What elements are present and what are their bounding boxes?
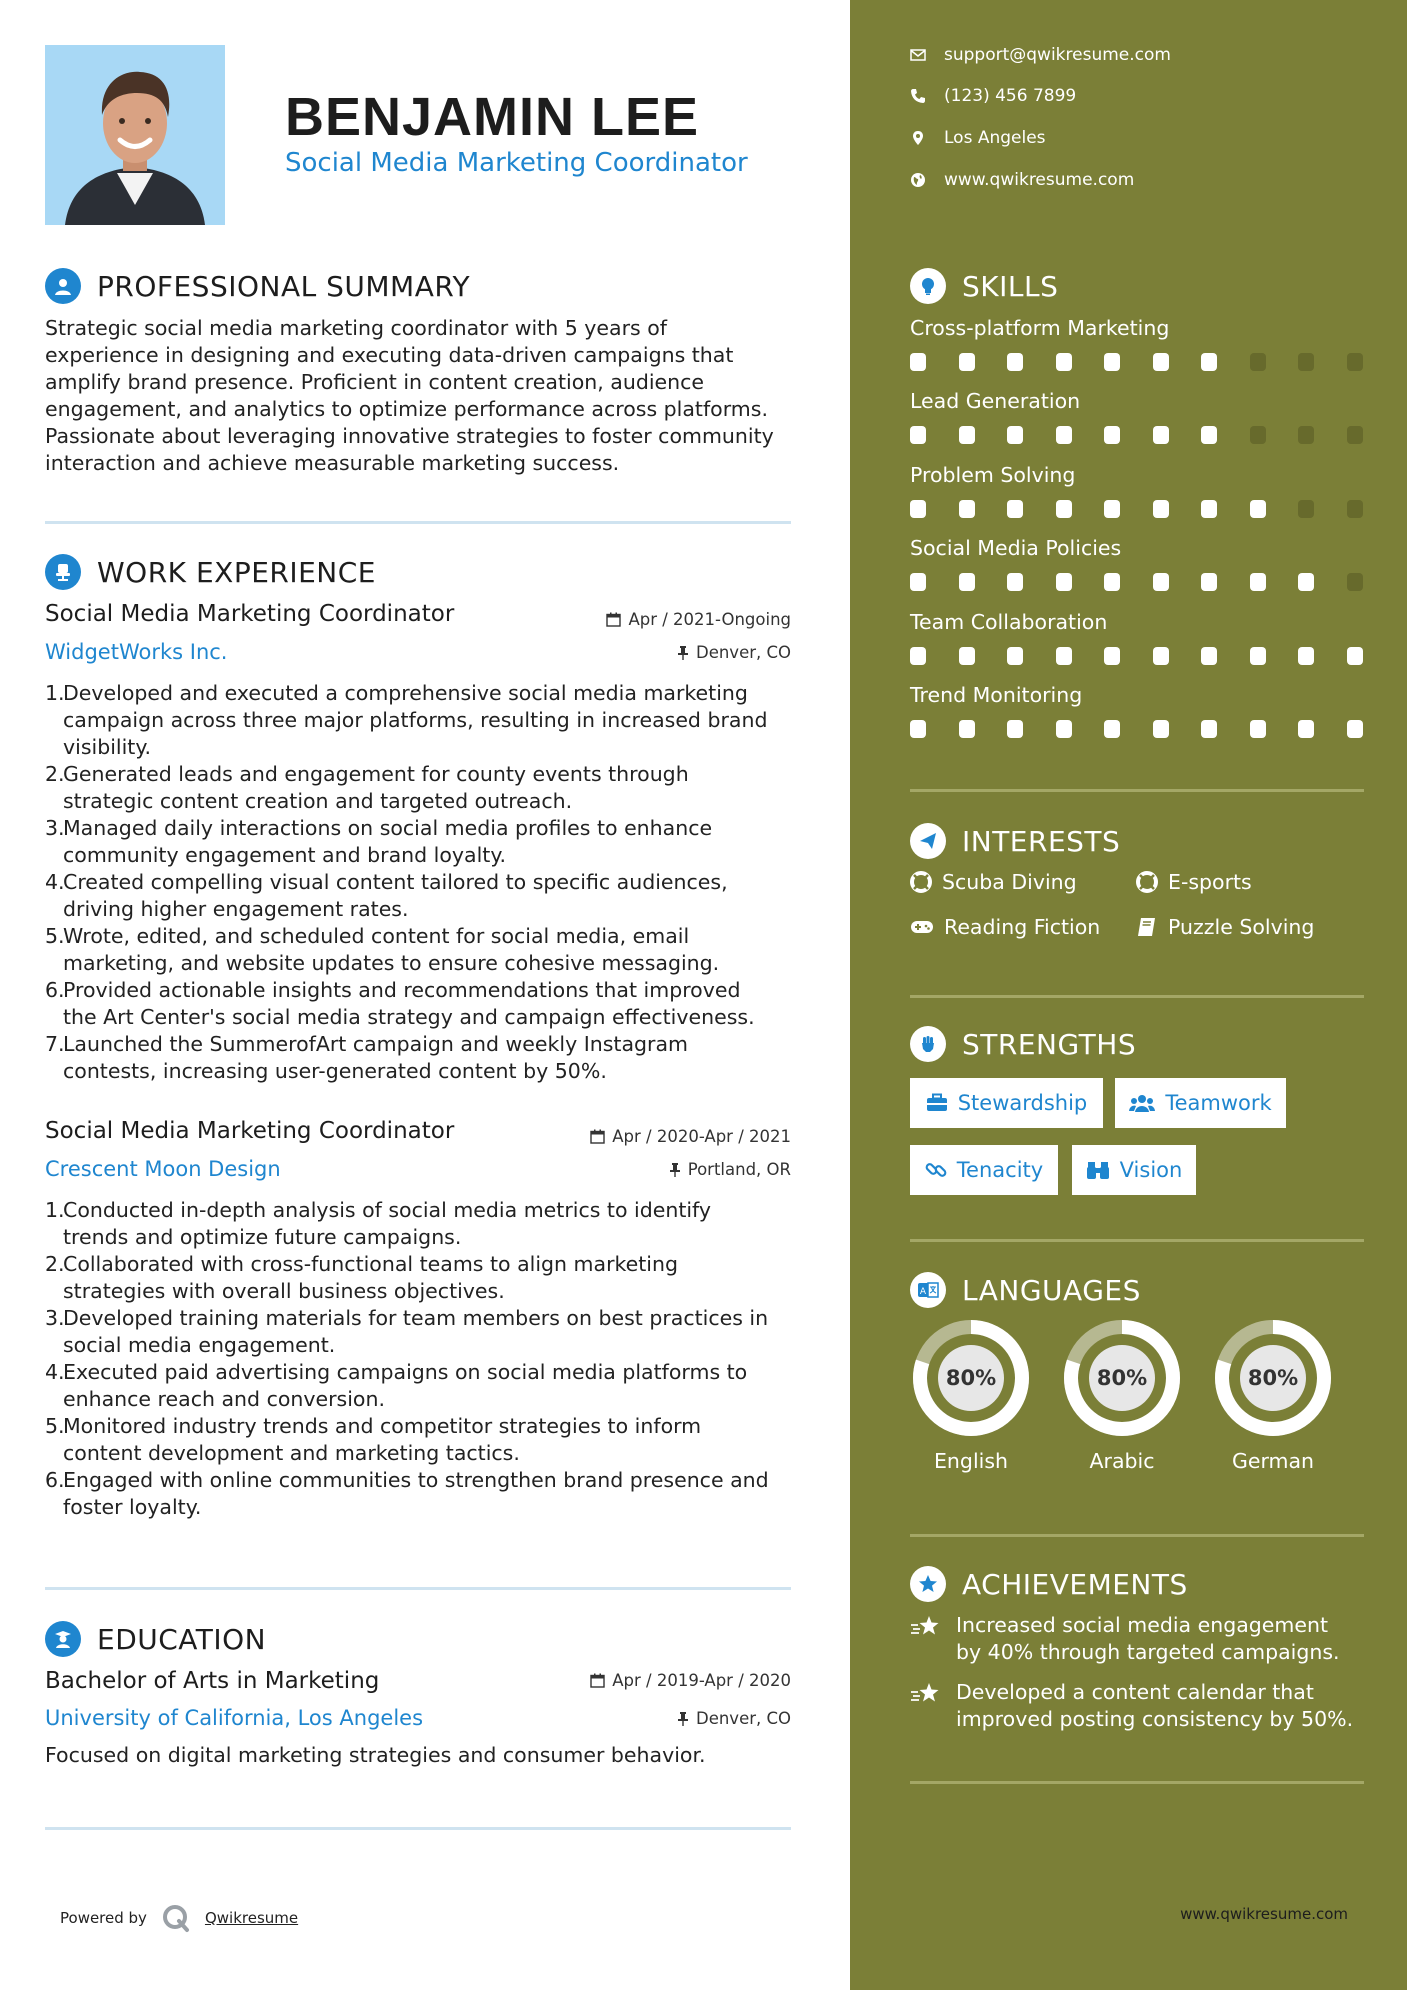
lightbulb-icon <box>910 268 946 304</box>
skill-dot <box>1007 647 1023 665</box>
pin-icon <box>677 645 689 661</box>
candidate-role: Social Media Marketing Coordinator <box>285 148 748 178</box>
job-location <box>669 1160 791 1179</box>
interest-item <box>1136 870 1252 894</box>
contact-website[interactable] <box>910 170 1134 190</box>
languages-title: LANGUAGES <box>962 1273 1141 1307</box>
item-number: 6. <box>45 978 65 1002</box>
job-title: Social Media Marketing Coordinator <box>45 601 455 627</box>
interests-title: INTERESTS <box>962 824 1121 858</box>
item-number: 4. <box>45 870 65 894</box>
strength-tag <box>1072 1145 1196 1195</box>
divider <box>910 1239 1364 1242</box>
skill-dot <box>1007 353 1023 371</box>
skill-dot <box>1250 500 1266 518</box>
skill-dot <box>1056 426 1072 444</box>
skill-dot <box>1347 500 1363 518</box>
language-item <box>910 1317 1032 1473</box>
item-line: strategies with overall business objectives. <box>63 1279 505 1303</box>
skill-dot <box>1153 573 1169 591</box>
experience-header <box>45 554 376 590</box>
item-number: 6. <box>45 1468 65 1492</box>
list-item <box>45 1031 795 1085</box>
item-line: Provided actionable insights and recommendations that improved <box>63 978 741 1002</box>
pin-icon <box>669 1162 681 1178</box>
skill-dot <box>1153 426 1169 444</box>
item-number: 5. <box>45 1414 65 1438</box>
skill-rating <box>910 500 1395 518</box>
item-line: Wrote, edited, and scheduled content for social media, email <box>63 924 690 948</box>
skill-rating <box>910 353 1395 371</box>
interest-label: E-sports <box>1168 870 1252 894</box>
language-percent: 80% <box>1096 1366 1148 1390</box>
skill-dot <box>1298 500 1314 518</box>
job-dates-text: Apr / 2020-Apr / 2021 <box>612 1127 791 1146</box>
fist-icon <box>910 1026 946 1062</box>
item-number: 7. <box>45 1032 65 1056</box>
skill-dot <box>1250 647 1266 665</box>
skill-rating <box>910 573 1395 591</box>
contact-phone[interactable] <box>910 86 1076 106</box>
language-label: English <box>933 1449 1009 1473</box>
list-item <box>45 1413 795 1467</box>
item-line: strategic content creation and targeted outreach. <box>63 789 573 813</box>
skill-dot <box>1153 647 1169 665</box>
binoculars-icon <box>1086 1160 1110 1180</box>
skill-label: Problem Solving <box>910 463 1076 487</box>
skill-dot <box>1153 720 1169 738</box>
job-dates-text: Apr / 2021-Ongoing <box>628 610 791 629</box>
strengths-title: STRENGTHS <box>962 1027 1137 1061</box>
skill-dot <box>959 426 975 444</box>
summary-line: experience in designing and executing data-driven campaigns that <box>45 343 734 367</box>
achievement-line: Increased social media engagement <box>956 1613 1329 1637</box>
calendar-icon <box>590 1129 605 1144</box>
list-item <box>45 977 795 1031</box>
achievements-title: ACHIEVEMENTS <box>962 1567 1188 1601</box>
pin-icon <box>677 1711 689 1727</box>
link-icon <box>925 1159 947 1181</box>
list-item <box>45 1359 795 1413</box>
divider <box>45 521 791 524</box>
globe-icon <box>910 172 926 188</box>
list-item <box>45 1467 795 1521</box>
candidate-name: BENJAMIN LEE <box>285 87 700 147</box>
item-line: community engagement and brand loyalty. <box>63 843 507 867</box>
item-line: contests, increasing user-generated content by 50%. <box>63 1059 607 1083</box>
skill-dot <box>1104 500 1120 518</box>
job-title: Social Media Marketing Coordinator <box>45 1118 455 1144</box>
summary-line: interaction and achieve measurable marketing success. <box>45 451 620 475</box>
skill-dot <box>1056 647 1072 665</box>
skill-dot <box>910 426 926 444</box>
summary-line: Passionate about leveraging innovative strategies to foster community <box>45 424 774 448</box>
interest-label: Scuba Diving <box>942 870 1077 894</box>
skill-dot <box>1153 353 1169 371</box>
item-line: Engaged with online communities to strengthen brand presence and <box>63 1468 769 1492</box>
skill-dot <box>959 720 975 738</box>
item-line: Managed daily interactions on social media profiles to enhance <box>63 816 713 840</box>
skill-dot <box>1201 426 1217 444</box>
phone-text: (123) 456 7899 <box>944 86 1077 106</box>
skill-dot <box>1007 426 1023 444</box>
skill-dot <box>1250 353 1266 371</box>
language-ring <box>1061 1317 1183 1439</box>
skill-label: Lead Generation <box>910 389 1081 413</box>
list-item <box>45 815 795 869</box>
item-line: enhance reach and conversion. <box>63 1387 385 1411</box>
item-line: campaign across three major platforms, resulting in increased brand <box>63 708 768 732</box>
skill-dot <box>1250 720 1266 738</box>
calendar-icon <box>606 612 621 627</box>
qwikresume-logo-icon <box>161 1903 191 1933</box>
briefcase-icon <box>926 1093 948 1113</box>
skill-dot <box>1056 353 1072 371</box>
svg-text:A: A <box>919 1287 927 1297</box>
item-number: 1. <box>45 1198 65 1222</box>
divider <box>910 1781 1364 1784</box>
summary-title: PROFESSIONAL SUMMARY <box>97 269 471 303</box>
language-item <box>1212 1317 1334 1473</box>
skill-rating <box>910 426 1395 444</box>
language-percent: 80% <box>1247 1366 1299 1390</box>
phone-icon <box>910 88 926 104</box>
item-line: driving higher engagement rates. <box>63 897 409 921</box>
skill-dot <box>1347 573 1363 591</box>
job-bullets <box>45 680 795 1085</box>
job-location-text: Portland, OR <box>687 1160 791 1179</box>
skill-rating <box>910 720 1395 738</box>
footer-url[interactable]: www.qwikresume.com <box>1180 1905 1348 1923</box>
powered-by <box>60 1903 298 1933</box>
summary-line: engagement, and analytics to optimize performance across platforms. <box>45 397 768 421</box>
education-header <box>45 1621 266 1657</box>
skill-dot <box>1104 353 1120 371</box>
job-dates <box>590 1127 791 1146</box>
interest-label: Reading Fiction <box>944 915 1101 939</box>
skill-dot <box>1201 353 1217 371</box>
skill-dot <box>1347 426 1363 444</box>
user-icon <box>45 268 81 304</box>
item-line: content development and marketing tactics. <box>63 1441 520 1465</box>
graduate-icon <box>45 1621 81 1657</box>
education-title: EDUCATION <box>97 1622 267 1656</box>
list-item <box>45 923 795 977</box>
item-line: Monitored industry trends and competitor strategies to inform <box>63 1414 702 1438</box>
skill-dot <box>1007 573 1023 591</box>
language-ring <box>910 1317 1032 1439</box>
list-item <box>45 1251 795 1305</box>
interests-header <box>910 823 1120 859</box>
divider <box>910 1534 1364 1537</box>
skill-dot <box>959 647 975 665</box>
list-item <box>45 1305 795 1359</box>
shooting-star-icon <box>910 1615 942 1639</box>
lifebuoy-icon <box>1136 871 1158 893</box>
job-location-text: Denver, CO <box>695 643 791 662</box>
strength-label: Stewardship <box>957 1091 1088 1115</box>
achievements-header <box>910 1566 1188 1602</box>
item-line: Conducted in-depth analysis of social media metrics to identify <box>63 1198 712 1222</box>
skill-label: Trend Monitoring <box>910 683 1083 707</box>
education-dates-text: Apr / 2019-Apr / 2020 <box>612 1671 791 1690</box>
skill-dot <box>1153 500 1169 518</box>
item-line: the Art Center's social media strategy and campaign effectiveness. <box>63 1005 755 1029</box>
calendar-icon <box>590 1673 605 1688</box>
summary-line: amplify brand presence. Proficient in content creation, audience <box>45 370 705 394</box>
interest-item <box>1136 915 1314 939</box>
skill-dot <box>1347 353 1363 371</box>
item-number: 4. <box>45 1360 65 1384</box>
language-item <box>1061 1317 1183 1473</box>
item-line: Generated leads and engagement for county events through <box>63 762 689 786</box>
strength-tag <box>1115 1078 1286 1128</box>
item-line: Launched the SummerofArt campaign and weekly Instagram <box>63 1032 689 1056</box>
item-number: 1. <box>45 681 65 705</box>
item-line: marketing, and website updates to ensure cohesive messaging. <box>63 951 720 975</box>
experience-title: WORK EXPERIENCE <box>97 555 376 589</box>
sidebar <box>850 0 1407 1990</box>
education-location-text: Denver, CO <box>695 1709 791 1728</box>
skill-dot <box>959 353 975 371</box>
location-text: Los Angeles <box>944 128 1046 148</box>
skills-header <box>910 268 1058 304</box>
skill-dot <box>1201 647 1217 665</box>
strengths-header <box>910 1026 1136 1062</box>
skill-dot <box>1298 720 1314 738</box>
skill-dot <box>1104 720 1120 738</box>
website-text: www.qwikresume.com <box>944 170 1135 190</box>
skill-dot <box>1104 426 1120 444</box>
item-number: 2. <box>45 762 65 786</box>
languages-header <box>910 1272 1141 1308</box>
education-dates <box>590 1671 791 1690</box>
chair-icon <box>45 554 81 590</box>
item-number: 5. <box>45 924 65 948</box>
skill-dot <box>910 353 926 371</box>
item-line: Created compelling visual content tailored to specific audiences, <box>63 870 728 894</box>
skill-dot <box>1007 720 1023 738</box>
users-icon <box>1129 1093 1155 1113</box>
item-line: trends and optimize future campaigns. <box>63 1225 462 1249</box>
item-number: 3. <box>45 816 65 840</box>
item-number: 3. <box>45 1306 65 1330</box>
divider <box>910 995 1364 998</box>
lifebuoy-icon <box>910 871 932 893</box>
skill-dot <box>1298 573 1314 591</box>
language-label: German <box>1231 1449 1315 1473</box>
achievement-line: by 40% through targeted campaigns. <box>956 1640 1340 1664</box>
job-bullets <box>45 1197 795 1521</box>
shooting-star-icon <box>910 1682 942 1706</box>
skill-label: Cross-platform Marketing <box>910 316 1170 340</box>
skill-label: Team Collaboration <box>910 610 1108 634</box>
item-number: 2. <box>45 1252 65 1276</box>
skill-dot <box>1201 500 1217 518</box>
skill-dot <box>1104 647 1120 665</box>
skill-dot <box>1201 720 1217 738</box>
language-label: Arabic <box>1089 1449 1155 1473</box>
skill-dot <box>1007 500 1023 518</box>
summary-header <box>45 268 470 304</box>
list-item <box>45 869 795 923</box>
company-name: WidgetWorks Inc. <box>45 640 228 664</box>
interest-label: Puzzle Solving <box>1168 915 1315 939</box>
translate-icon <box>910 1272 946 1308</box>
skill-dot <box>910 573 926 591</box>
skill-dot <box>1104 573 1120 591</box>
qwikresume-link[interactable]: Qwikresume <box>204 1909 299 1927</box>
achievement-line: improved posting consistency by 50%. <box>956 1707 1354 1731</box>
skill-dot <box>959 500 975 518</box>
strength-label: Teamwork <box>1165 1091 1272 1115</box>
book-icon <box>1136 916 1158 938</box>
item-line: Developed training materials for team members on best practices in <box>63 1306 769 1330</box>
language-ring <box>1212 1317 1334 1439</box>
profile-photo <box>45 45 225 225</box>
skill-dot <box>1347 647 1363 665</box>
item-line: visibility. <box>63 735 152 759</box>
interest-item <box>910 870 1077 894</box>
star-badge-icon <box>910 1566 946 1602</box>
list-item <box>45 680 795 761</box>
skill-dot <box>1298 647 1314 665</box>
job-dates <box>606 610 791 629</box>
education-location <box>677 1709 791 1728</box>
strength-label: Vision <box>1119 1158 1183 1182</box>
skill-dot <box>1056 573 1072 591</box>
summary-line: Strategic social media marketing coordinator with 5 years of <box>45 316 667 340</box>
divider <box>45 1827 791 1830</box>
skill-dot <box>1056 500 1072 518</box>
skill-dot <box>1347 720 1363 738</box>
skill-dot <box>910 647 926 665</box>
email-text: support@qwikresume.com <box>944 45 1171 65</box>
skill-dot <box>1201 573 1217 591</box>
powered-by-label: Powered by <box>60 1909 147 1927</box>
education-description: Focused on digital marketing strategies and consumer behavior. <box>45 1743 706 1767</box>
company-name: Crescent Moon Design <box>45 1157 281 1181</box>
skill-label: Social Media Policies <box>910 536 1122 560</box>
envelope-icon <box>910 47 926 63</box>
item-line: foster loyalty. <box>63 1495 202 1519</box>
skills-title: SKILLS <box>962 269 1059 303</box>
skill-dot <box>959 573 975 591</box>
skill-dot <box>1250 573 1266 591</box>
skill-dot <box>1056 720 1072 738</box>
summary-text <box>45 315 795 477</box>
map-marker-icon <box>910 130 926 146</box>
skill-dot <box>1298 353 1314 371</box>
strength-tag <box>910 1145 1058 1195</box>
skill-dot <box>910 720 926 738</box>
divider <box>45 1587 791 1590</box>
school-name: University of California, Los Angeles <box>45 1706 424 1730</box>
interest-item <box>910 915 1100 939</box>
item-line: social media engagement. <box>63 1333 336 1357</box>
achievement-line: Developed a content calendar that <box>956 1680 1314 1704</box>
divider <box>910 789 1364 792</box>
paper-plane-icon <box>910 823 946 859</box>
skill-dot <box>910 500 926 518</box>
strength-tag <box>910 1078 1103 1128</box>
skill-rating <box>910 647 1395 665</box>
strength-label: Tenacity <box>956 1158 1044 1182</box>
skill-dot <box>1298 426 1314 444</box>
language-percent: 80% <box>945 1366 997 1390</box>
item-line: Developed and executed a comprehensive social media marketing <box>63 681 748 705</box>
list-item <box>45 761 795 815</box>
job-location <box>677 643 791 662</box>
list-item <box>45 1197 795 1251</box>
item-line: Executed paid advertising campaigns on social media platforms to <box>63 1360 748 1384</box>
item-line: Collaborated with cross-functional teams to align marketing <box>63 1252 679 1276</box>
degree-title: Bachelor of Arts in Marketing <box>45 1668 380 1694</box>
achievement-item <box>910 1679 1370 1733</box>
gamepad-icon <box>910 919 934 935</box>
achievement-item <box>910 1612 1370 1666</box>
contact-email[interactable] <box>910 45 1171 65</box>
contact-location <box>910 128 1046 148</box>
skill-dot <box>1250 426 1266 444</box>
